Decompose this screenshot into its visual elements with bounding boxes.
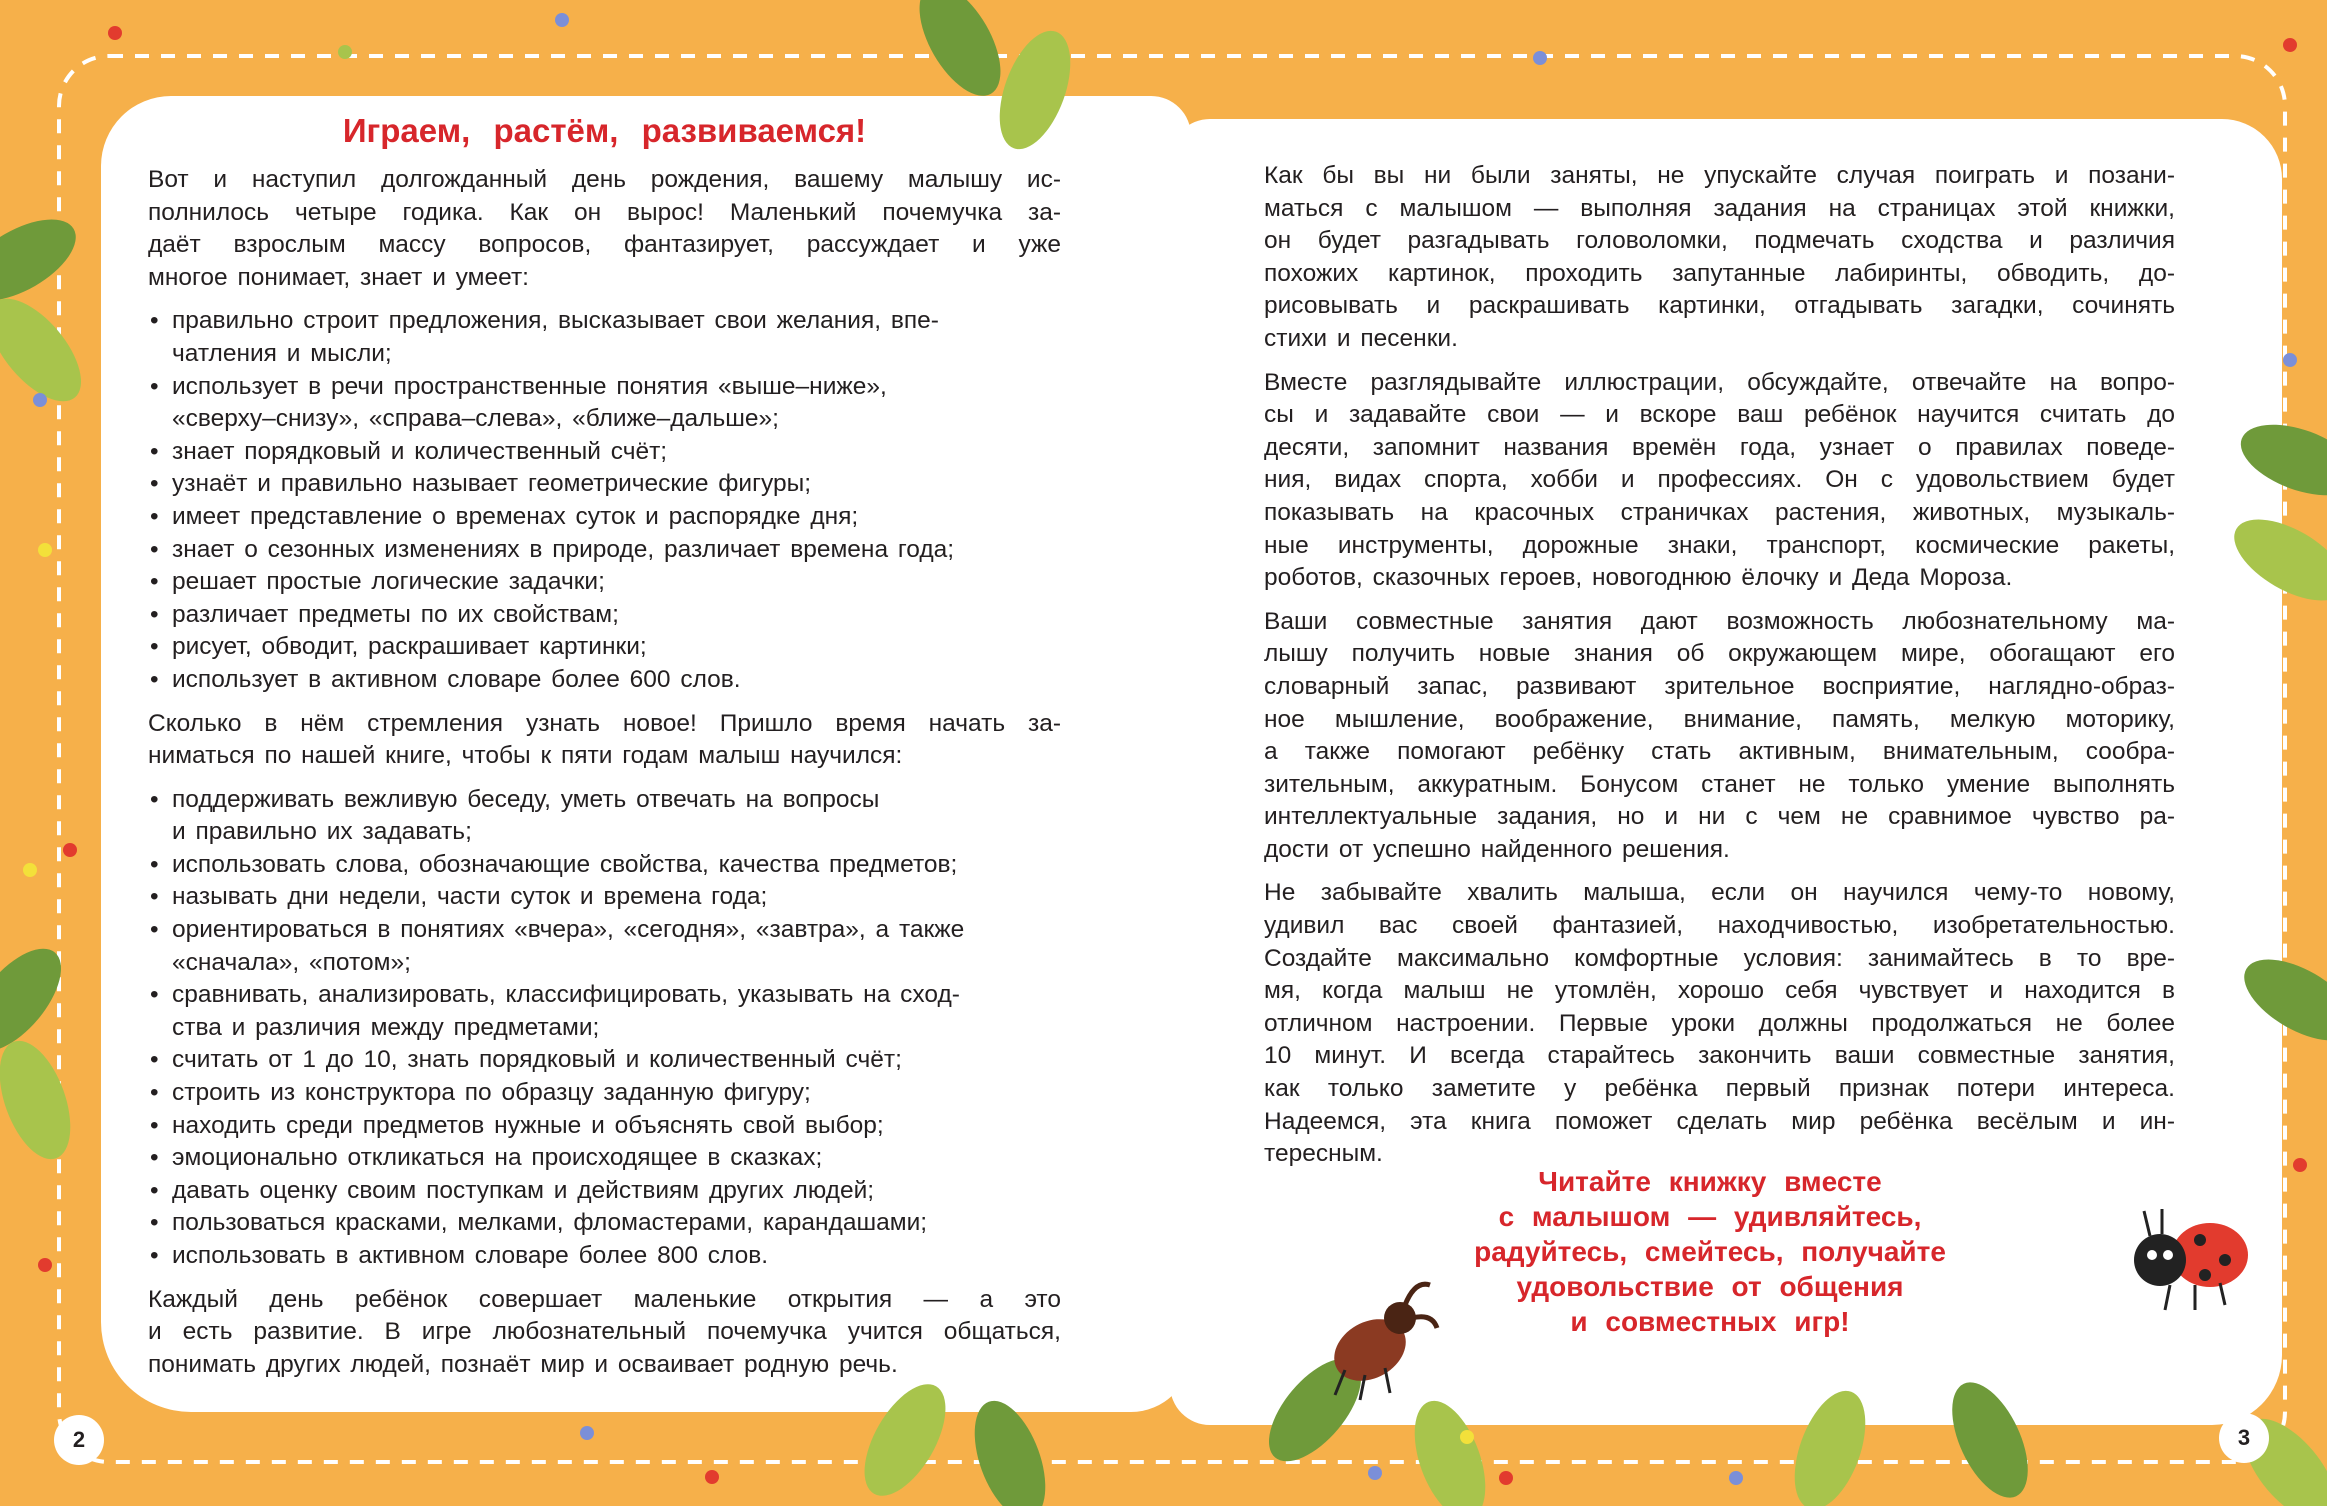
list-item-text: ориентироваться в понятиях «вчера», «сегодня», «завтра», а также xyxy=(172,916,965,944)
list-item xyxy=(148,305,1061,370)
list-item-line xyxy=(148,305,1061,338)
list-item-line xyxy=(148,566,1061,599)
list-item-text: «сначала», «потом»; xyxy=(172,948,411,976)
bullet-icon: • xyxy=(150,665,159,693)
leaf-icon xyxy=(1252,1343,1378,1477)
text-line: роботов, сказочных героев, новогоднюю ёлочку и Деда Мороза. xyxy=(1264,564,2013,592)
list-item xyxy=(148,1240,1061,1273)
dot-icon xyxy=(38,1258,52,1272)
list-item-line xyxy=(148,1110,1061,1143)
list-item-line xyxy=(148,534,1061,567)
bullet-icon: • xyxy=(150,633,159,661)
text-line: зительным, аккуратным. Бонусом станет не только умение выполнять xyxy=(1264,770,2175,798)
page-number-right: 3 xyxy=(2219,1413,2269,1463)
list-item-line xyxy=(148,1142,1061,1175)
list-item-line xyxy=(148,1044,1061,1077)
page-number-left: 2 xyxy=(54,1415,104,1465)
bullet-list xyxy=(148,784,1061,1273)
bullet-icon: • xyxy=(150,372,159,400)
closing-line: с малышом — удивляйтесь, xyxy=(1498,1201,1922,1232)
text-line: словарный запас, развивают зрительное восприятие, наглядно-образ- xyxy=(1264,672,2175,700)
bullet-icon: • xyxy=(150,850,159,878)
dot-icon xyxy=(2293,1158,2307,1172)
list-item-text: пользоваться красками, мелками, фломастерами, карандашами; xyxy=(172,1209,928,1237)
text-line: а также помогают ребёнку стать активным, внимательным, сообра- xyxy=(1264,738,2175,766)
list-item xyxy=(148,1110,1061,1143)
list-item-line xyxy=(148,784,1061,817)
list-item-text: использовать слова, обозначающие свойства, качества предметов; xyxy=(172,850,958,878)
list-item-line xyxy=(148,338,1061,371)
dot-icon xyxy=(23,863,37,877)
bullet-icon: • xyxy=(150,1079,159,1107)
list-item xyxy=(148,534,1061,567)
bullet-list xyxy=(148,305,1061,696)
bullet-icon: • xyxy=(150,883,159,911)
list-item xyxy=(148,914,1061,979)
list-item-text: узнаёт и правильно называет геометрические фигуры; xyxy=(172,470,812,498)
text-line: 10 минут. И всегда старайтесь закончить ваши совместные занятия, xyxy=(1264,1042,2175,1070)
text-line: Вместе разглядывайте иллюстрации, обсуждайте, отвечайте на вопро- xyxy=(1264,368,2175,396)
list-item-text: эмоционально откликаться на происходящее в сказках; xyxy=(172,1144,823,1172)
list-item-line xyxy=(148,1240,1061,1273)
list-item-line xyxy=(148,631,1061,664)
text-line: маться с малышом — выполняя задания на страницах этой книжки, xyxy=(1264,194,2175,222)
right-page-text xyxy=(1264,160,2175,1182)
list-item xyxy=(148,1207,1061,1240)
bullet-icon: • xyxy=(150,785,159,813)
list-item-text: считать от 1 до 10, знать порядковый и количественный счёт; xyxy=(172,1046,902,1074)
text-line: ные инструменты, дорожные знаки, транспорт, космические ракеты, xyxy=(1264,531,2175,559)
bullet-icon: • xyxy=(150,1144,159,1172)
text-line: Как бы вы ни были заняты, не упускайте случая поиграть и позани- xyxy=(1264,162,2175,189)
list-item-line xyxy=(148,1077,1061,1110)
text-line: Ваши совместные занятия дают возможность любознательному ма- xyxy=(1264,607,2175,635)
text-line: даёт взрослым массу вопросов, фантазирует, рассуждает и уже xyxy=(148,231,1061,259)
text-line: ния, видах спорта, хобби и профессиях. Он с удовольствием будет xyxy=(1264,466,2175,494)
list-item-text: называть дни недели, части суток и времена года; xyxy=(172,883,768,911)
text-line: ниматься по нашей книге, чтобы к пяти годам малыш научился: xyxy=(148,742,903,770)
leaf-icon xyxy=(1781,1381,1880,1506)
list-item-line xyxy=(148,468,1061,501)
list-item xyxy=(148,849,1061,882)
list-item-text: знает порядковый и количественный счёт; xyxy=(172,437,668,465)
list-item-line xyxy=(148,371,1061,404)
dot-icon xyxy=(1533,51,1547,65)
leaf-icon xyxy=(0,1031,84,1168)
text-line: понимать других людей, познаёт мир и осваивает родную речь. xyxy=(148,1350,898,1378)
list-item-text: поддерживать вежливую беседу, уметь отвечать на вопросы xyxy=(172,785,880,813)
list-item xyxy=(148,979,1061,1044)
dot-icon xyxy=(108,26,122,40)
dot-icon xyxy=(2283,38,2297,52)
text-line: десяти, запомнит названия времён года, узнает о правилах поведе- xyxy=(1264,433,2175,461)
list-item xyxy=(148,631,1061,664)
leaf-icon xyxy=(2231,943,2327,1057)
leaf-icon xyxy=(961,1391,1060,1506)
text-line: тересным. xyxy=(1264,1140,1383,1168)
list-item-text: строить из конструктора по образцу заданную фигуру; xyxy=(172,1079,811,1107)
list-item-line xyxy=(148,1175,1061,1208)
text-line: Каждый день ребёнок совершает маленькие открытия — а это xyxy=(148,1285,1061,1313)
text-line: Не забывайте хвалить малыша, если он научился чему-то новому, xyxy=(1264,879,2175,907)
text-line: сы и задавайте свои — и вскоре ваш ребёнок научится считать до xyxy=(1264,401,2175,429)
list-item-line xyxy=(148,816,1061,849)
text-line: интеллектуальные задания, но и ни с чем не сравнимое чувство ра- xyxy=(1264,803,2175,831)
list-item xyxy=(148,501,1061,534)
text-line: Надеемся, эта книга поможет сделать мир ребёнка весёлым и ин- xyxy=(1264,1107,2175,1135)
page-title: Играем, растём, развиваемся! xyxy=(342,112,867,149)
text-line: похожих картинок, проходить запутанные лабиринты, обводить, до- xyxy=(1264,259,2175,287)
list-item-text: сравнивать, анализировать, классифицировать, указывать на сход- xyxy=(172,981,960,1009)
text-line: лышу получить новые знания об окружающем мире, обогащают его xyxy=(1264,640,2175,668)
dot-icon xyxy=(1368,1466,1382,1480)
bullet-icon: • xyxy=(150,307,159,335)
list-item-line xyxy=(148,599,1061,632)
list-item-line xyxy=(148,947,1061,980)
list-item-text: «сверху–снизу», «справа–слева», «ближе–дальше»; xyxy=(172,405,779,433)
list-item-line xyxy=(148,914,1061,947)
list-item-text: различает предметы по их свойствам; xyxy=(172,600,619,628)
list-item-text: правильно строит предложения, высказывает свои желания, впе- xyxy=(172,307,939,335)
leaf-icon xyxy=(903,0,1017,109)
dot-icon xyxy=(1460,1430,1474,1444)
closing-line: радуйтесь, смейтесь, получайте xyxy=(1474,1236,1946,1267)
closing-line: Читайте книжку вместе xyxy=(1538,1166,1882,1197)
dot-icon xyxy=(705,1470,719,1484)
dot-icon xyxy=(1499,1471,1513,1485)
text-line: рисовывать и раскрашивать картинки, отгадывать загадки, сочинять xyxy=(1264,292,2175,320)
bullet-icon: • xyxy=(150,437,159,465)
list-item-text: и правильно их задавать; xyxy=(172,818,472,846)
dot-icon xyxy=(33,393,47,407)
closing-line: удовольствие от общения xyxy=(1516,1271,1904,1302)
dot-icon xyxy=(63,843,77,857)
text-line: ное мышление, воображение, внимание, память, мелкую моторику, xyxy=(1264,705,2175,733)
text-line: как только заметите у ребёнка первый признак потери интереса. xyxy=(1264,1075,2175,1103)
dot-icon xyxy=(38,543,52,557)
list-item-text: имеет представление о временах суток и распорядке дня; xyxy=(172,502,859,530)
text-line: мя, когда малыш не утомлён, хорошо себя чувствует и находится в xyxy=(1264,977,2175,1005)
list-item-line xyxy=(148,1207,1061,1240)
list-item xyxy=(148,1044,1061,1077)
leaf-icon xyxy=(1401,1391,1500,1506)
dot-icon xyxy=(2283,353,2297,367)
list-item-line xyxy=(148,849,1061,882)
paragraph xyxy=(148,708,1061,773)
list-item xyxy=(148,1142,1061,1175)
list-item xyxy=(148,784,1061,849)
dot-icon xyxy=(555,13,569,27)
text-line: дости от успешно найденного решения. xyxy=(1264,835,1730,863)
bullet-icon: • xyxy=(150,502,159,530)
bullet-icon: • xyxy=(150,1111,159,1139)
text-line: отличном настроении. Первые уроки должны продолжаться не более xyxy=(1264,1009,2175,1037)
list-item-line xyxy=(148,501,1061,534)
bullet-icon: • xyxy=(150,1209,159,1237)
list-item xyxy=(148,371,1061,436)
text-line: Сколько в нём стремления узнать новое! Пришло время начать за- xyxy=(148,709,1061,737)
bullet-icon: • xyxy=(150,1176,159,1204)
left-page-text xyxy=(148,164,1061,1392)
list-item xyxy=(148,468,1061,501)
list-item xyxy=(148,881,1061,914)
text-line: полнилось четыре годика. Как он вырос! Маленький почемучка за- xyxy=(148,198,1061,226)
list-item-text: давать оценку своим поступкам и действиям других людей; xyxy=(172,1176,875,1204)
text-line: многое понимает, знает и умеет: xyxy=(148,263,529,291)
list-item-text: использует в речи пространственные понятия «выше–ниже», xyxy=(172,372,887,400)
list-item xyxy=(148,1077,1061,1110)
paragraph xyxy=(1264,160,2175,356)
list-item-text: решает простые логические задачки; xyxy=(172,568,605,596)
list-item xyxy=(148,599,1061,632)
bullet-icon: • xyxy=(150,916,159,944)
list-item-line xyxy=(148,436,1061,469)
list-item-text: использует в активном словаре более 600 слов. xyxy=(172,665,741,693)
list-item-line xyxy=(148,403,1061,436)
leaf-icon xyxy=(2221,503,2327,617)
list-item-text: рисует, обводит, раскрашивает картинки; xyxy=(172,633,647,661)
paragraph xyxy=(148,164,1061,294)
bullet-icon: • xyxy=(150,1242,159,1269)
paragraph xyxy=(1264,367,2175,595)
text-line: он будет разгадывать головоломки, подмечать сходства и различия xyxy=(1264,227,2175,255)
list-item-text: чатления и мысли; xyxy=(172,339,392,367)
list-item-text: ства и различия между предметами; xyxy=(172,1013,600,1041)
bullet-icon: • xyxy=(150,1046,159,1074)
list-item-text: знает о сезонных изменениях в природе, различает времена года; xyxy=(172,535,955,563)
text-line: Вот и наступил долгожданный день рождения, вашему малышу ис- xyxy=(148,166,1061,193)
list-item xyxy=(148,664,1061,697)
text-line: удивил вас своей фантазией, находчивостью, изобретательностью. xyxy=(1264,912,2175,940)
list-item xyxy=(148,566,1061,599)
bullet-icon: • xyxy=(150,981,159,1009)
closing-message xyxy=(1440,1164,1980,1339)
list-item-text: использовать в активном словаре более 800 слов. xyxy=(172,1242,769,1269)
leaf-icon xyxy=(0,283,98,417)
paragraph xyxy=(148,1284,1061,1382)
bullet-icon: • xyxy=(150,470,159,498)
text-line: показывать на красочных страничках растения, животных, музыкаль- xyxy=(1264,498,2175,526)
text-line: и есть развитие. В игре любознательный почемучка учится общаться, xyxy=(148,1318,1061,1346)
dot-icon xyxy=(580,1426,594,1440)
text-line: стихи и песенки. xyxy=(1264,324,1458,352)
paragraph xyxy=(1264,606,2175,867)
bullet-icon: • xyxy=(150,568,159,596)
list-item-line xyxy=(148,1012,1061,1045)
list-item-line xyxy=(148,979,1061,1012)
list-item-line xyxy=(148,664,1061,697)
list-item-line xyxy=(148,881,1061,914)
paragraph xyxy=(1264,877,2175,1170)
text-line: Создайте максимально комфортные условия: занимайтесь в то вре- xyxy=(1264,944,2175,972)
list-item-text: находить среди предметов нужные и объяснять свой выбор; xyxy=(172,1111,884,1139)
list-item xyxy=(148,1175,1061,1208)
dot-icon xyxy=(1729,1471,1743,1485)
closing-line: и совместных игр! xyxy=(1570,1306,1850,1337)
bullet-icon: • xyxy=(150,600,159,628)
leaf-icon xyxy=(2231,411,2327,510)
bullet-icon: • xyxy=(150,535,159,563)
list-item xyxy=(148,436,1061,469)
leaf-icon xyxy=(1937,1371,2044,1506)
dot-icon xyxy=(338,45,352,59)
